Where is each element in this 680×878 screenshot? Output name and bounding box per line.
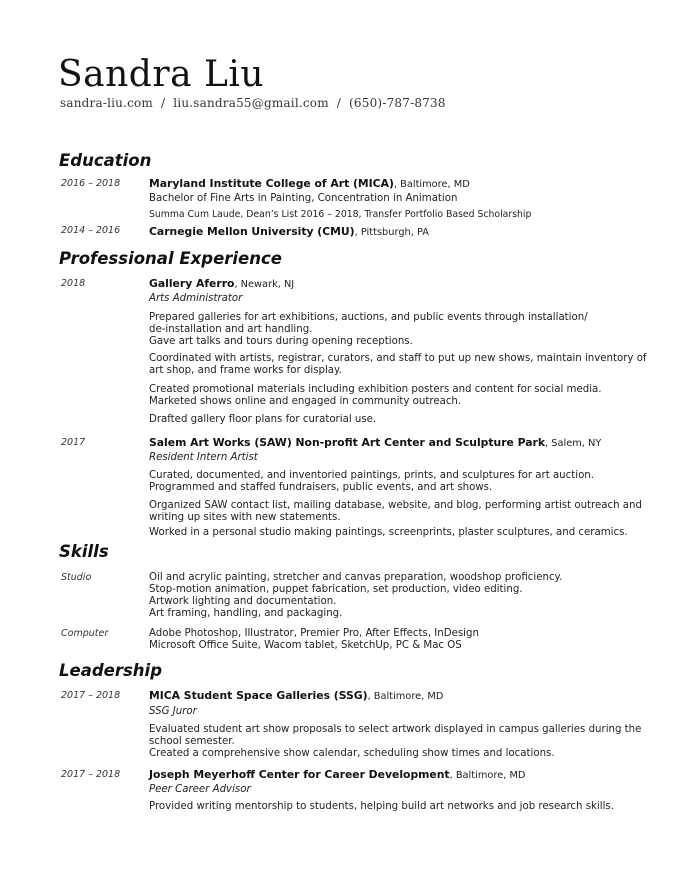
education-institution: [149, 225, 429, 238]
job-role: Arts Administrator: [149, 293, 243, 304]
job-role: Resident Intern Artist: [149, 452, 258, 463]
leadership-date: 2017 – 2018: [61, 769, 121, 780]
institution-location: , Pittsburgh, PA: [354, 227, 429, 238]
skill-list: Oil and acrylic painting, stretcher and canvas preparation, woodshop proficiency. Stop-motion animation, puppet fabrication, set production, video editing. Artwork lighting and documentation. Art framing, handling, and packaging.: [149, 572, 563, 619]
contact-separator: /: [161, 96, 166, 110]
experience-paragraph: Created promotional materials including exhibition posters and content for social media. Marketed shows online and engaged in community outreach.: [149, 384, 602, 407]
leadership-description: Evaluated student art show proposals to select artwork displayed in campus galleries during the school semester. Created a comprehensive show calendar, scheduling show times and locations.: [149, 724, 642, 759]
education-date: 2014 – 2016: [61, 225, 121, 236]
experience-date: 2018: [61, 278, 86, 289]
contact-separator: /: [336, 96, 342, 110]
education-date: 2016 – 2018: [61, 178, 121, 189]
section-title-experience: Professional Experience: [59, 249, 282, 268]
skill-category: Studio: [61, 572, 92, 583]
institution-name: Carnegie Mellon University (CMU): [149, 225, 355, 238]
contact-line: [60, 96, 446, 110]
skill-list: Adobe Photoshop, Illustrator, Premier Pro, After Effects, InDesign Microsoft Office Suite, Wacom tablet, SketchUp, PC & Mac OS: [149, 628, 479, 651]
employer-name: Salem Art Works (SAW) Non-profit Art Center and Sculpture Park: [149, 436, 546, 449]
skill-category: Computer: [61, 628, 109, 639]
institution-location: , Baltimore, MD: [393, 179, 470, 190]
education-institution: [149, 177, 470, 190]
experience-paragraph: Curated, documented, and inventoried paintings, prints, and sculptures for art auction. Programmed and staffed fundraisers, public events, and art shows.: [149, 470, 594, 493]
leadership-role: SSG Juror: [149, 706, 197, 717]
experience-paragraph: Drafted gallery floor plans for curatorial use.: [149, 414, 377, 425]
experience-date: 2017: [61, 437, 86, 448]
candidate-name: Sandra Liu: [58, 54, 265, 95]
email-link[interactable]: liu.sandra55@gmail.com: [173, 96, 329, 110]
leadership-organization: [149, 689, 443, 702]
experience-paragraph: Prepared galleries for art exhibitions, auctions, and public events through installation/ de-installation and art handling. Gave art talks and tours during opening receptions.: [149, 312, 588, 347]
leadership-organization: [149, 768, 525, 781]
employer-name: Gallery Aferro: [149, 277, 235, 290]
leadership-date: 2017 – 2018: [61, 690, 121, 701]
leadership-description: Provided writing mentorship to students, helping build art networks and job research skills.: [149, 801, 614, 812]
phone-number: (650)-787-8738: [349, 96, 446, 110]
section-title-education: Education: [59, 151, 152, 170]
experience-employer: [149, 436, 601, 449]
organization-location: , Baltimore, MD: [449, 770, 526, 781]
section-title-skills: Skills: [59, 542, 109, 561]
website-link[interactable]: sandra-liu.com: [60, 96, 154, 110]
experience-employer: [149, 277, 294, 290]
experience-paragraph: Worked in a personal studio making paintings, screenprints, plaster sculptures, and ceramics.: [149, 527, 628, 538]
education-honors: Summa Cum Laude, Dean’s List 2016 – 2018, Transfer Portfolio Based Scholarship: [149, 209, 532, 220]
leadership-role: Peer Career Advisor: [149, 784, 251, 795]
organization-name: MICA Student Space Galleries (SSG): [149, 689, 368, 702]
employer-location: , Salem, NY: [545, 438, 602, 449]
education-degree: Bachelor of Fine Arts in Painting, Concentration in Animation: [149, 193, 458, 204]
institution-name: Maryland Institute College of Art (MICA): [149, 177, 394, 190]
experience-paragraph: Organized SAW contact list, mailing database, website, and blog, performing artist outreach and writing up sites with new statements.: [149, 500, 642, 523]
organization-name: Joseph Meyerhoff Center for Career Development: [149, 768, 450, 781]
organization-location: , Baltimore, MD: [367, 691, 444, 702]
employer-location: , Newark, NJ: [234, 279, 295, 290]
section-title-leadership: Leadership: [59, 661, 163, 680]
experience-paragraph: Coordinated with artists, registrar, curators, and staff to put up new shows, maintain inventory of art shop, and frame works for display.: [149, 353, 647, 376]
